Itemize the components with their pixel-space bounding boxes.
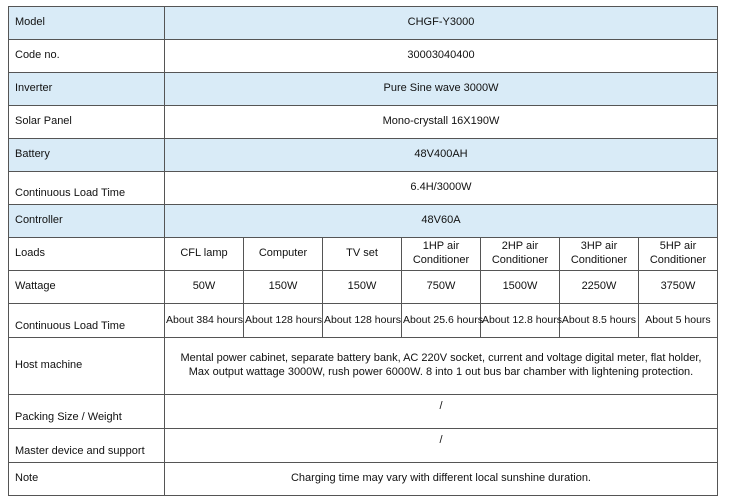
wattage-cell: 2250W <box>560 271 639 304</box>
model-value: CHGF-Y3000 <box>165 7 718 40</box>
row-code <box>9 40 718 73</box>
wattage-cell: 3750W <box>639 271 718 304</box>
load-time-cell: About 25.6 hours <box>402 304 481 338</box>
note-value: Charging time may vary with different local sunshine duration. <box>165 463 718 496</box>
row-host-machine <box>9 338 718 395</box>
load-tv-set: TV set <box>323 238 402 271</box>
load-time-cell: About 12.8 hours <box>481 304 560 338</box>
load-cfl-lamp: CFL lamp <box>165 238 244 271</box>
wattage-cell: 150W <box>244 271 323 304</box>
row-controller <box>9 205 718 238</box>
wattage-cell: 1500W <box>481 271 560 304</box>
battery-label: Battery <box>9 139 165 172</box>
code-label: Code no. <box>9 40 165 73</box>
wattage-cell: 50W <box>165 271 244 304</box>
wattage-cell: 750W <box>402 271 481 304</box>
row-wattage <box>9 271 718 304</box>
row-continuous-load-time <box>9 172 718 205</box>
wattage-label: Wattage <box>9 271 165 304</box>
row-packing <box>9 395 718 429</box>
spec-table <box>8 6 718 496</box>
host-machine-label: Host machine <box>9 338 165 395</box>
load-time-cell: About 128 hours <box>244 304 323 338</box>
row-battery <box>9 139 718 172</box>
solar-panel-value: Mono-crystall 16X190W <box>165 106 718 139</box>
solar-panel-label: Solar Panel <box>9 106 165 139</box>
row-loads <box>9 238 718 271</box>
row-inverter <box>9 73 718 106</box>
master-device-label: Master device and support <box>9 429 165 463</box>
continuous-load-time-label: Continuous Load Time <box>9 172 165 205</box>
row-load-time <box>9 304 718 338</box>
master-device-value: / <box>165 429 718 463</box>
controller-value: 48V60A <box>165 205 718 238</box>
load-time-cell: About 8.5 hours <box>560 304 639 338</box>
row-solar-panel <box>9 106 718 139</box>
host-machine-value: Mental power cabinet, separate battery bank, AC 220V socket, current and voltage digital meter, flat holder, Max output wattage 3000W, rush power 6000W. 8 into 1 out bus bar chamber with lightening protection. <box>165 338 718 395</box>
packing-value: / <box>165 395 718 429</box>
code-value: 30003040400 <box>165 40 718 73</box>
load-2hp-air-conditioner: 2HP air Conditioner <box>481 238 560 271</box>
load-time-cell: About 128 hours <box>323 304 402 338</box>
model-label: Model <box>9 7 165 40</box>
battery-value: 48V400AH <box>165 139 718 172</box>
load-time-label: Continuous Load Time <box>9 304 165 338</box>
packing-label: Packing Size / Weight <box>9 395 165 429</box>
continuous-load-time-value: 6.4H/3000W <box>165 172 718 205</box>
controller-label: Controller <box>9 205 165 238</box>
load-1hp-air-conditioner: 1HP air Conditioner <box>402 238 481 271</box>
row-master-device <box>9 429 718 463</box>
load-3hp-air-conditioner: 3HP air Conditioner <box>560 238 639 271</box>
loads-label: Loads <box>9 238 165 271</box>
load-time-cell: About 5 hours <box>639 304 718 338</box>
load-5hp-air-conditioner: 5HP air Conditioner <box>639 238 718 271</box>
wattage-cell: 150W <box>323 271 402 304</box>
note-label: Note <box>9 463 165 496</box>
inverter-value: Pure Sine wave 3000W <box>165 73 718 106</box>
row-model <box>9 7 718 40</box>
inverter-label: Inverter <box>9 73 165 106</box>
load-time-cell: About 384 hours <box>165 304 244 338</box>
row-note <box>9 463 718 496</box>
load-computer: Computer <box>244 238 323 271</box>
